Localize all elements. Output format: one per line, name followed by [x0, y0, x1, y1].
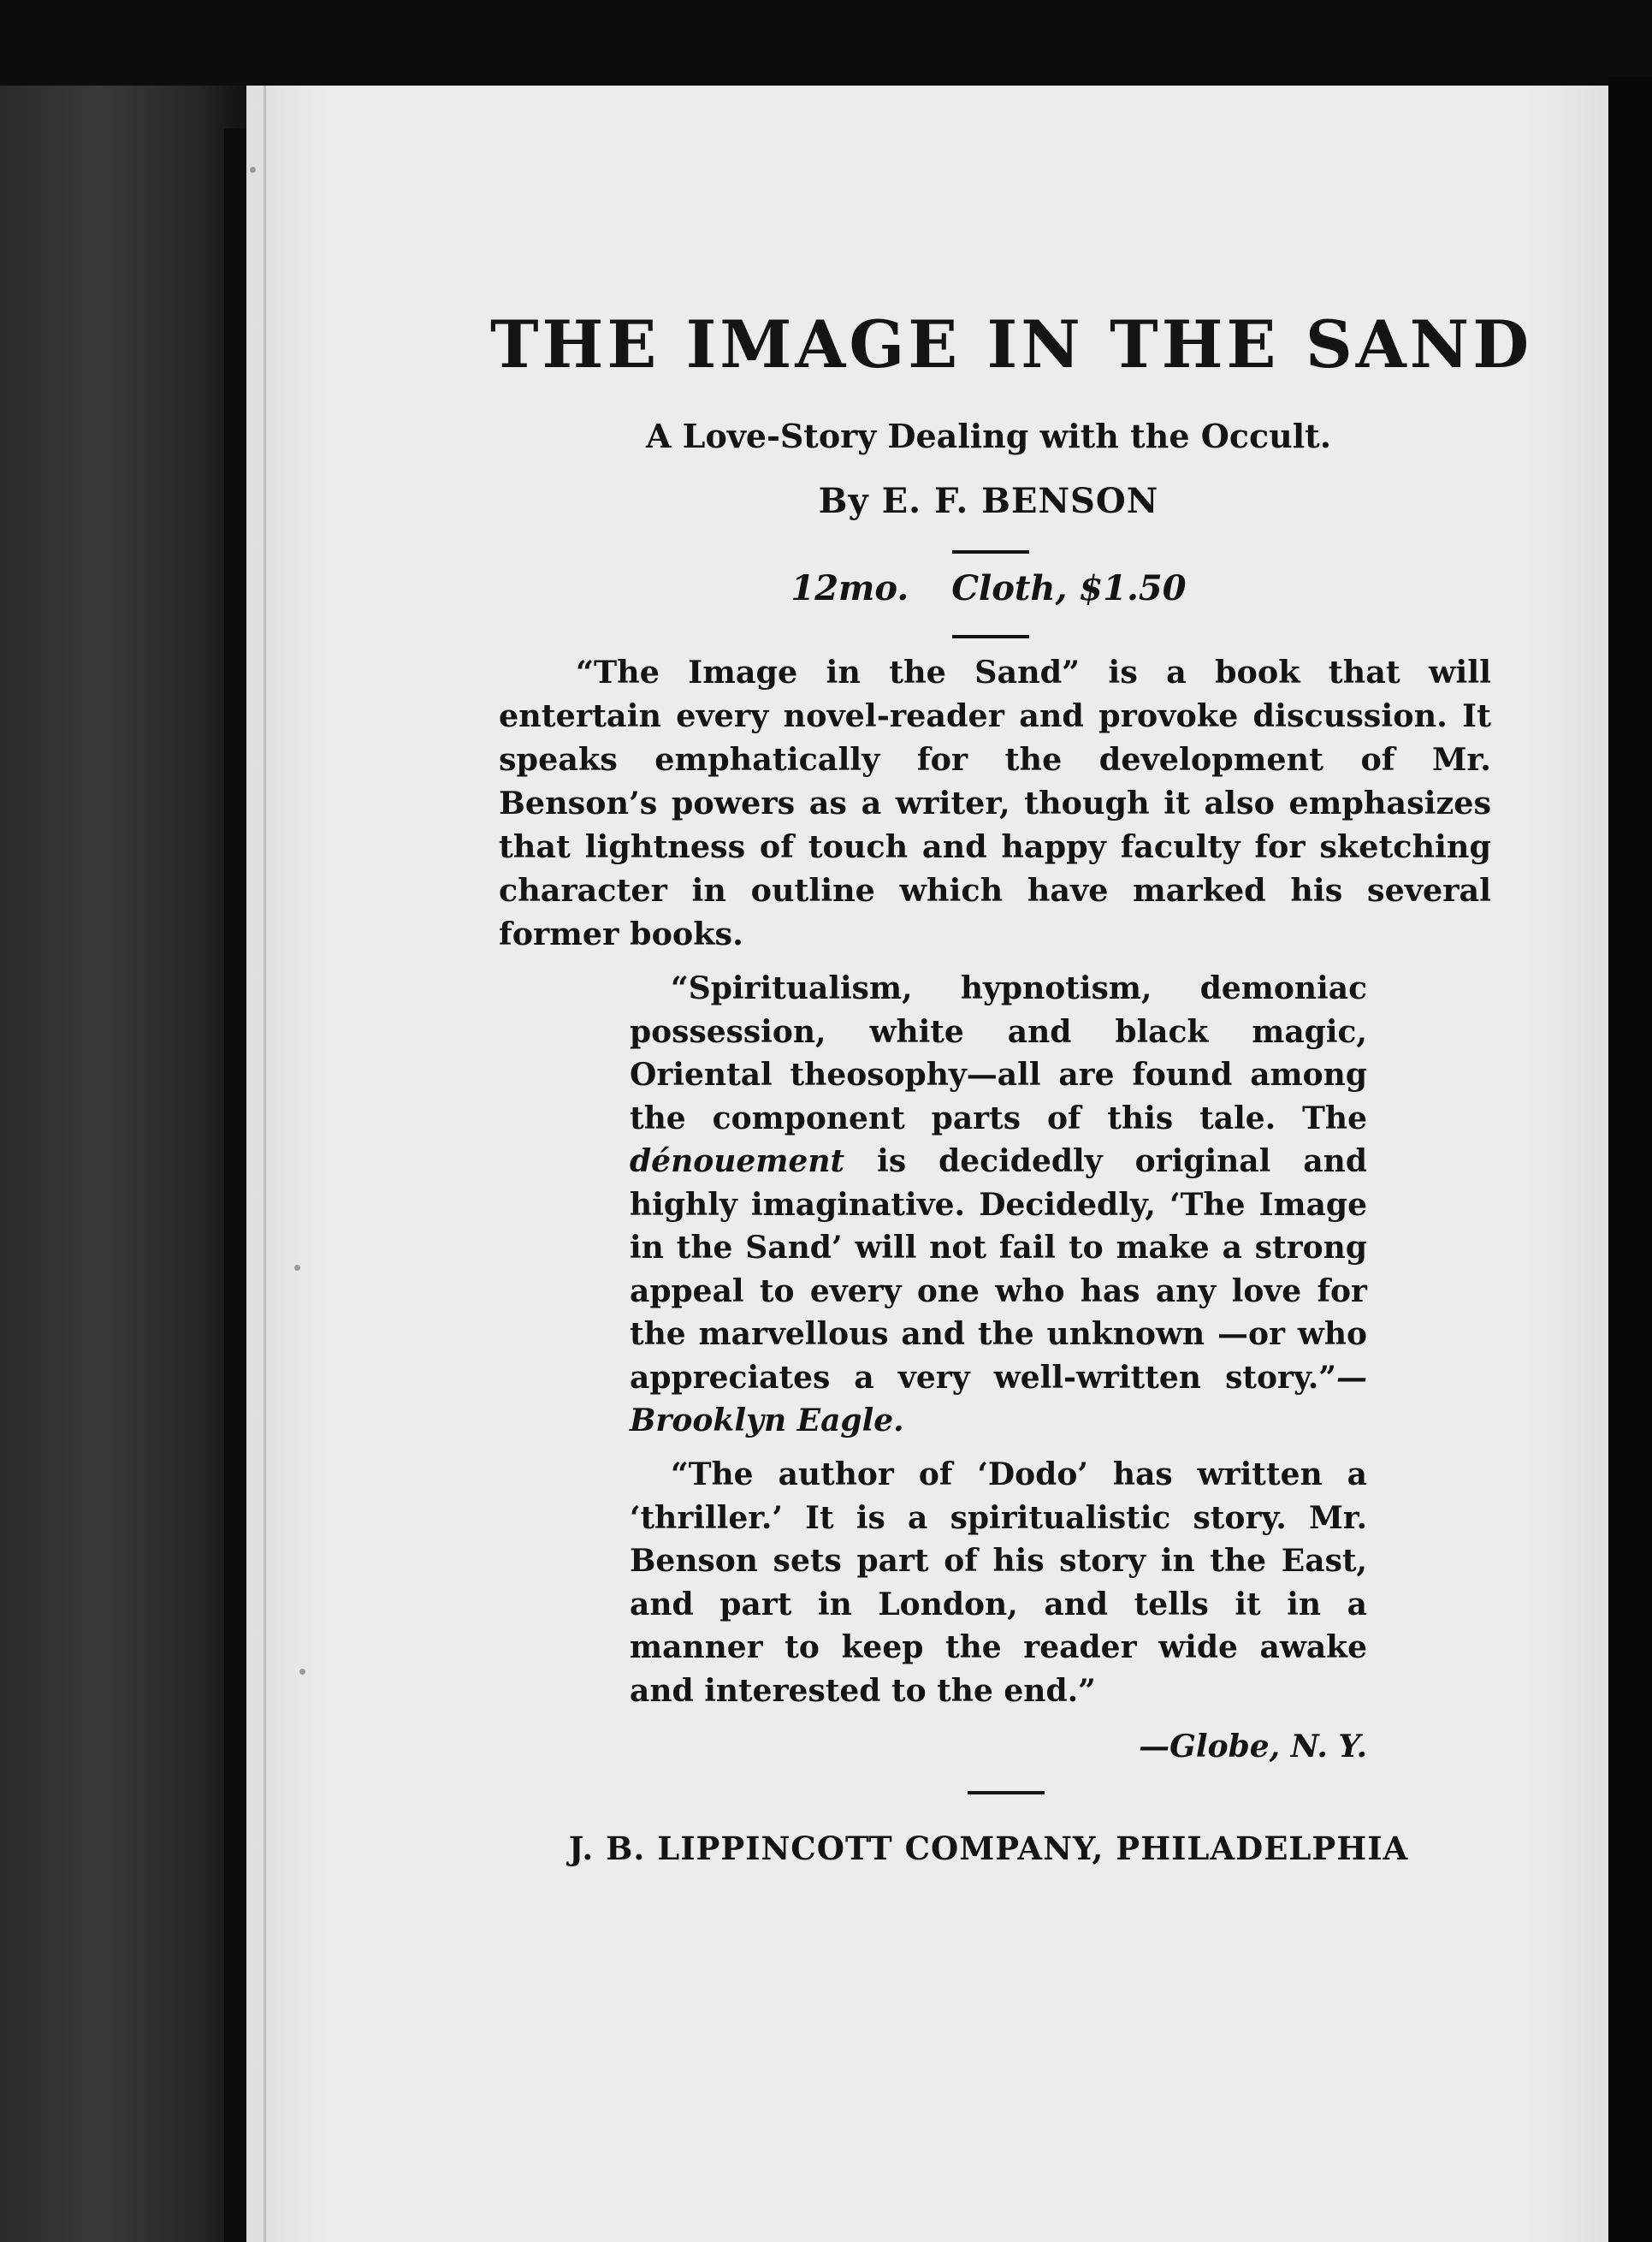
paper-speck [299, 1669, 305, 1675]
paper-speck [250, 167, 256, 173]
book-author: By E. F. BENSON [818, 481, 1159, 521]
publisher-imprint: J. B. LIPPINCOTT COMPANY, PHILADELPHIA [568, 1830, 1409, 1867]
review-source: —Globe, N. Y. [1139, 1729, 1367, 1765]
review-text: is decidedly original and highly imaginative. Decidedly, ‘The Image in the Sand’ will not fail to make a strong appeal to every one who has any love for the marvellous and the unknown —or who appreciates a very well-written story.” [630, 1143, 1367, 1396]
book-title: THE IMAGE IN THE SAND [490, 306, 1533, 383]
review-quote [630, 1453, 1367, 1712]
review-quote [630, 967, 1367, 1443]
book-subtitle: A Love-Story Dealing with the Occult. [646, 417, 1331, 455]
review-text: “The author of ‘Dodo’ has written a ‘thriller.’ It is a spiritualistic story. Mr. Benson sets part of his story in the East, and part in London, and tells it in a manner to keep the reader wide awake and interested to the end.” [630, 1456, 1367, 1709]
scan-top-border [0, 0, 1652, 86]
book-description: “The Image in the Sand” is a book that will entertain every novel-reader and provoke discussion. It speaks emphatically for the development of Mr. Benson’s powers as a writer, though it also emphasizes that lightness of touch and happy faculty for sketching character in outline which have marked his several former books. [499, 654, 1491, 952]
review-emphasis: dénouement [630, 1143, 845, 1179]
divider-rule [952, 635, 1029, 638]
book-price: Cloth, $1.50 [951, 568, 1187, 608]
review-text: “Spiritualism, hypnotism, demoniac possession, white and black magic, Oriental theosophy—all are found among the component parts of this tale. The [630, 970, 1367, 1136]
book-format: 12mo. [790, 568, 909, 608]
book-page [246, 86, 1608, 2242]
binding-shadow [224, 128, 248, 2242]
page-gutter-line [263, 86, 266, 2242]
format-price-line [490, 568, 1487, 608]
review-source: —Brooklyn Eagle. [630, 1359, 1367, 1438]
scan-left-border [0, 86, 248, 2242]
paper-speck [294, 1265, 300, 1271]
divider-rule [968, 1791, 1045, 1794]
scan-right-border [1608, 77, 1652, 2242]
divider-rule [952, 550, 1029, 554]
